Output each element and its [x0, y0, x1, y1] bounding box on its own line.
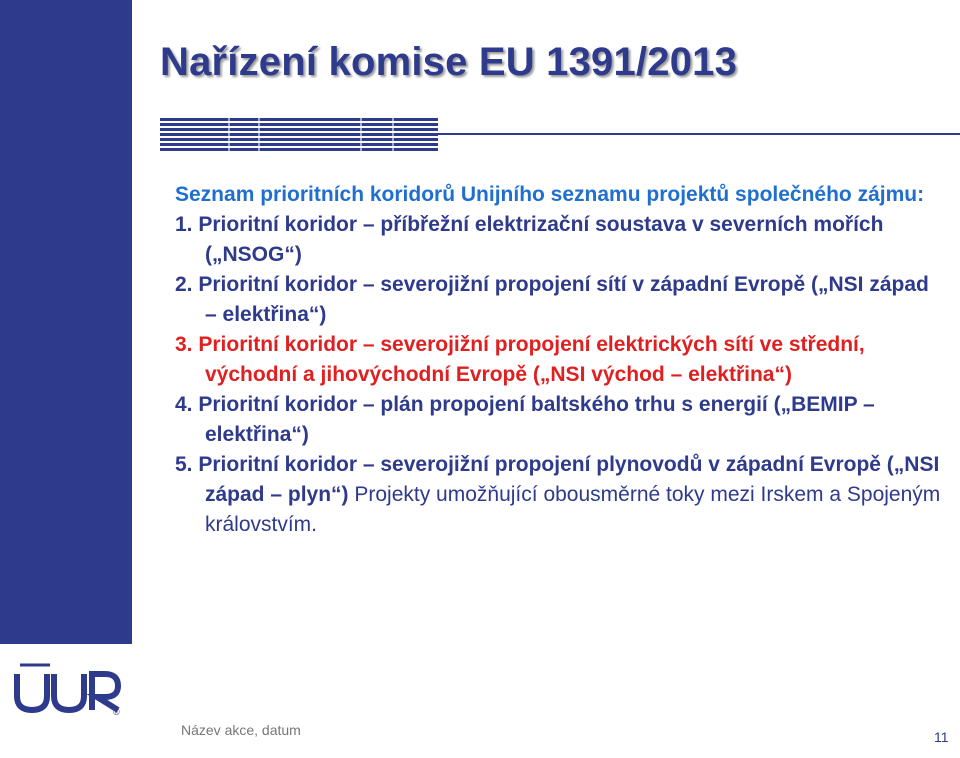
left-sidebar-band [0, 0, 132, 644]
intro-text: Seznam prioritních koridorů Unijního seznamu projektů společného zájmu: [175, 183, 925, 206]
list-item: 3. Prioritní koridor – severojižní propojení elektrických sítí ve střední, východní a jihovýchodní Evropě („NSI východ – elektřina“) [175, 333, 865, 386]
list-item-title: 5. Prioritní koridor – severojižní propojení plynovodů v západní Evropě („NSI západ – plyn“) [175, 453, 940, 506]
slide-content [175, 180, 945, 540]
list-item [175, 450, 945, 540]
registered-mark: ® [113, 707, 120, 716]
uur-logo [12, 662, 124, 716]
page-number: 11 [934, 729, 949, 745]
list-item-note: Projekty umožňující obousměrné toky mezi Irskem a Spojeným královstvím. [205, 483, 941, 536]
list-item: 1. Prioritní koridor – příbřežní elektrizační soustava v severních mořích („NSOG“) [175, 213, 884, 266]
footer-event: Název akce, datum [181, 722, 301, 738]
slide-title: Nařízení komise EU 1391/2013 [160, 40, 738, 84]
title-underline-decoration [160, 118, 960, 154]
list-item: 4. Prioritní koridor – plán propojení baltského trhu s energií („BEMIP – elektřina“) [175, 393, 875, 446]
list-item: 2. Prioritní koridor – severojižní propojení sítí v západní Evropě („NSI západ – elektřina“) [175, 273, 929, 326]
